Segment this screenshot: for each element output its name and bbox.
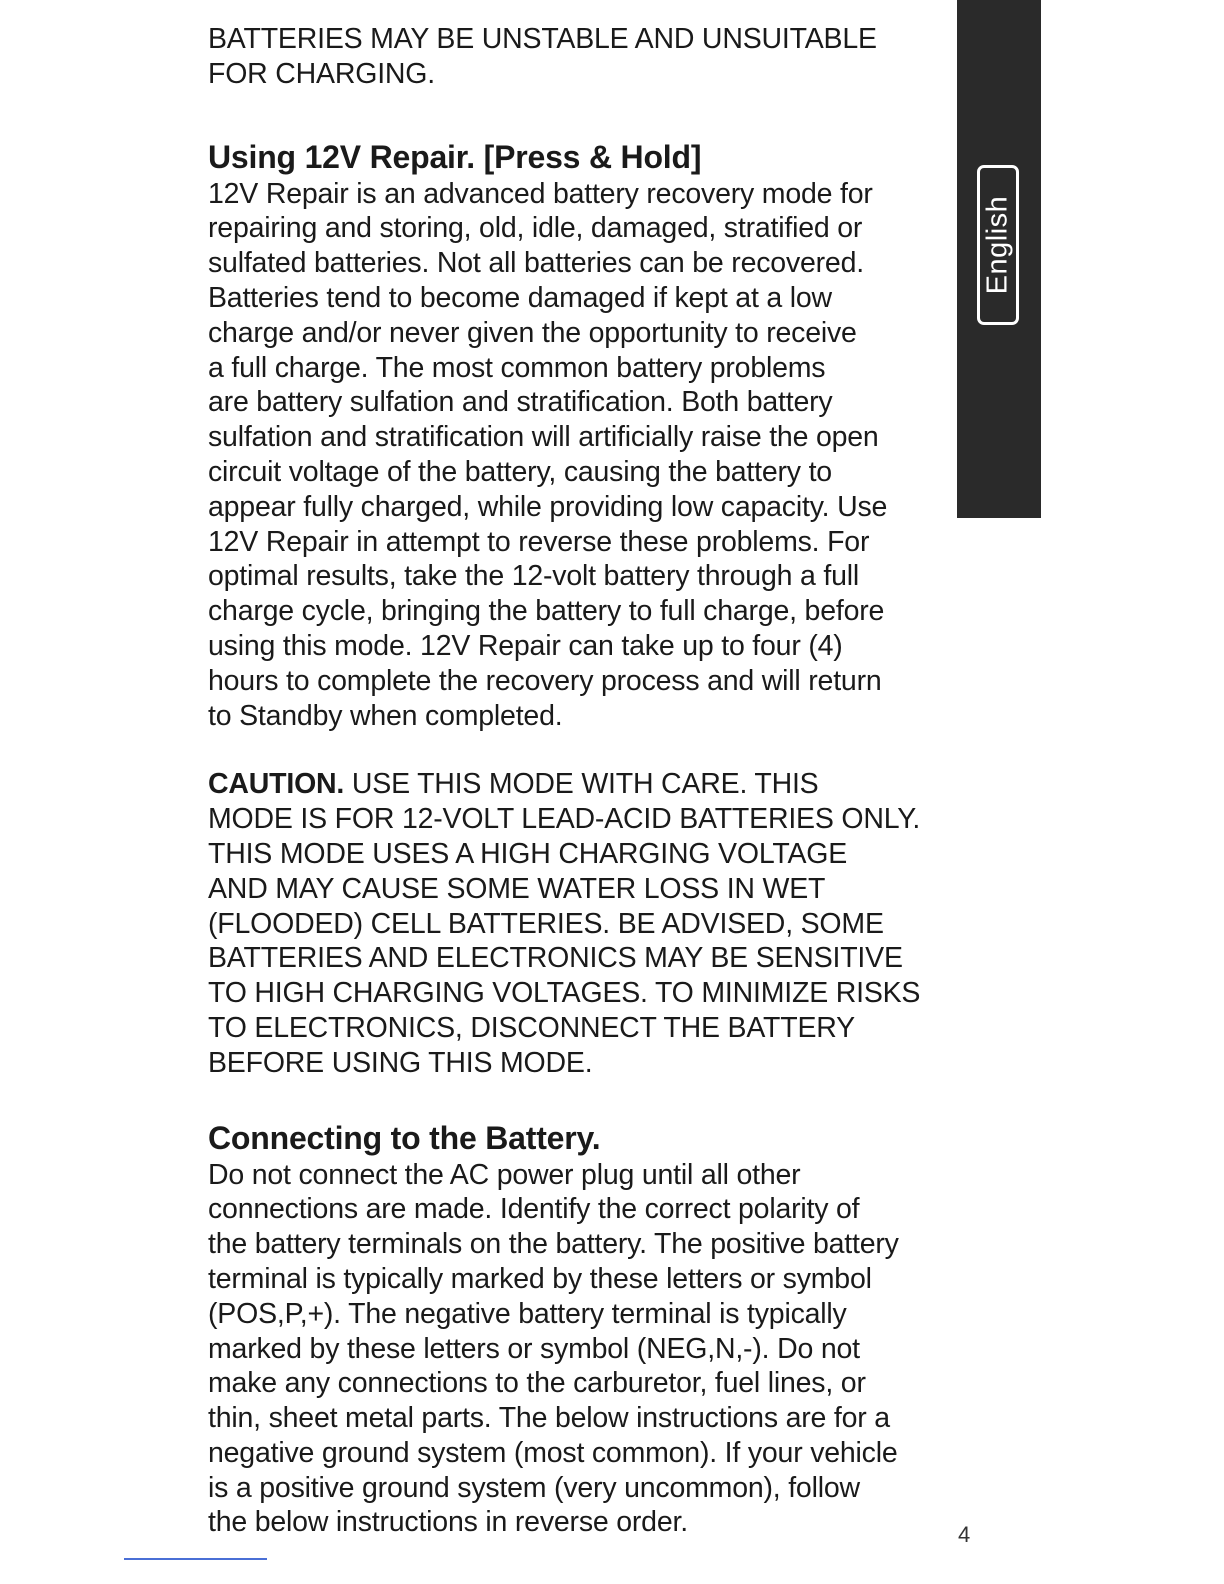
footer-divider [124, 1558, 267, 1560]
connecting-section-heading: Connecting to the Battery. [208, 1119, 601, 1156]
language-label-box [977, 165, 1019, 325]
repair-section-heading: Using 12V Repair. [Press & Hold] [208, 138, 702, 175]
document-content [208, 22, 938, 1540]
language-tab [957, 0, 1041, 518]
caution-paragraph [208, 767, 938, 1080]
caution-text: USE THIS MODE WITH CARE. THIS MODE IS FOR 12-VOLT LEAD-ACID BATTERIES ONLY. THIS MODE USES A HIGH CHARGING VOLTAGE AND MAY CAUSE SOME WATER LOSS IN WET (FLOODED) CELL BATTERIES. BE ADVISED, SOME BATTERIES AND ELECTRONICS MAY BE SENSITIVE TO HIGH CHARGING VOLTAGES. TO MINIMIZE RISKS TO ELECTRONICS, DISCONNECT THE BATTERY BEFORE USING THIS MODE. [208, 768, 921, 1079]
caution-label: CAUTION. [208, 768, 345, 801]
language-label: English [981, 195, 1014, 295]
repair-section-body: 12V Repair is an advanced battery recovery mode for repairing and storing, old, idle, damaged, stratified or sulfated batteries. Not all batteries can be recovered. Batteries tend to become damaged if kept at a low charge and/or never given the opportunity to receive a full charge. The most common battery problems are battery sulfation and stratification. Both battery sulfation and stratification will artificially raise the open circuit voltage of the battery, causing the battery to appear fully charged, while providing low capacity. Use 12V Repair in attempt to reverse these problems. For optimal results, take the 12-volt battery through a full charge cycle, bringing the battery to full charge, before using this mode. 12V Repair can take up to four (4) hours to complete the recovery process and will return to Standby when completed. [208, 177, 888, 732]
page-number: 4 [958, 1522, 971, 1547]
connecting-section-body: Do not connect the AC power plug until all other connections are made. Identify the correct polarity of the battery terminals on the battery. The positive battery terminal is typically marked by these letters or symbol (POS,P,+). The negative battery terminal is typically marked by these letters or symbol (NEG,N,-). Do not make any connections to the carburetor, fuel lines, or thin, sheet metal parts. The below instructions are for a negative ground system (most common). If your vehicle is a positive ground system (very uncommon), follow the below instructions in reverse order. [208, 1158, 899, 1539]
intro-warning: BATTERIES MAY BE UNSTABLE AND UNSUITABLE FOR CHARGING. [208, 23, 877, 90]
